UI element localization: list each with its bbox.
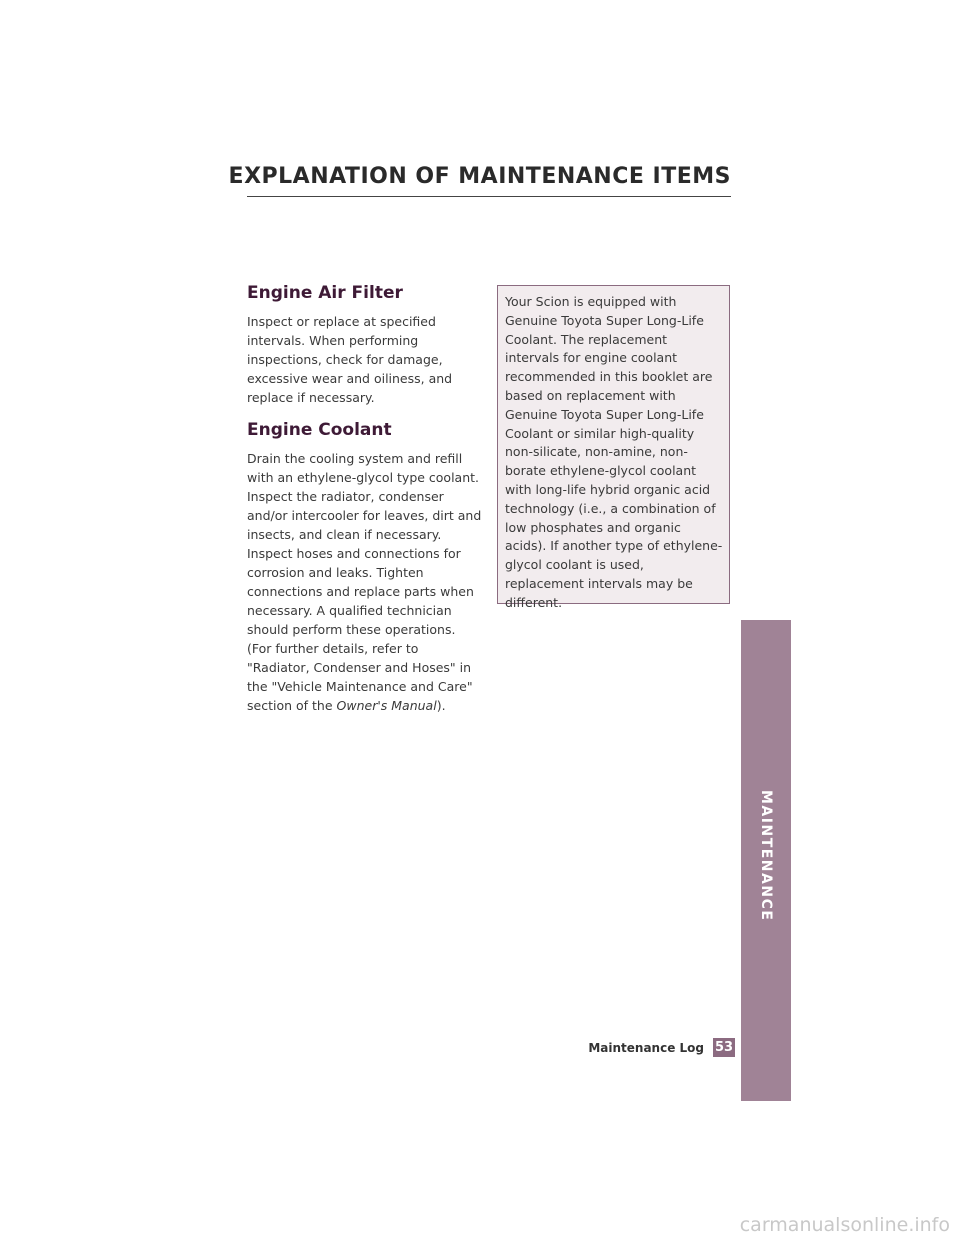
section-engine-coolant: [247, 419, 482, 715]
watermark: carmanualsonline.info: [739, 1214, 950, 1236]
section-body-end: ).: [436, 698, 446, 713]
page-number-badge: 53: [714, 1040, 734, 1055]
page-title: EXPLANATION OF MAINTENANCE ITEMS: [228, 164, 731, 189]
section-engine-air-filter: [247, 282, 482, 407]
coolant-note-box: [497, 285, 730, 610]
manual-title: Owner's Manual: [336, 698, 437, 713]
section-body: Inspect or replace at specified intervals. When performing inspections, check for damage, excessive wear and oiliness, and replace if necessary.: [247, 314, 453, 405]
section-heading: Engine Coolant: [247, 420, 392, 440]
side-tab-label: MAINTENANCE: [758, 790, 774, 922]
note-text: Your Scion is equipped with Genuine Toyota Super Long-Life Coolant. The replacement intervals for engine coolant recommended in this booklet are based on replacement with Genuine Toyota Super Long-Life Coolant or similar high-quality non-silicate, non-amine, non-borate ethylene-glycol coolant with long-life hybrid organic acid technology (i.e., a combination of low phosphates and organic acids). If another type of ethylene-glycol coolant is used, replacement intervals may be different.: [505, 294, 723, 610]
footer-section-label: Maintenance Log: [588, 1041, 704, 1055]
section-body: [247, 449, 482, 715]
section-heading: Engine Air Filter: [247, 283, 403, 303]
title-divider: [247, 196, 731, 197]
section-body-text: Drain the cooling system and refill with an ethylene-glycol type coolant. Inspect the radiator, condenser and/or intercooler for leaves, dirt and insects, and clean if necessary. Inspect hoses and connections for corrosion and leaks. Tighten connections and replace parts when necessary. A qualified technician should perform these operations. (For further details, refer to "Radiator, Condenser and Hoses" in the "Vehicle Maintenance and Care" section of the: [247, 451, 482, 713]
section-side-tab: [741, 620, 791, 1101]
main-column: [247, 282, 482, 715]
